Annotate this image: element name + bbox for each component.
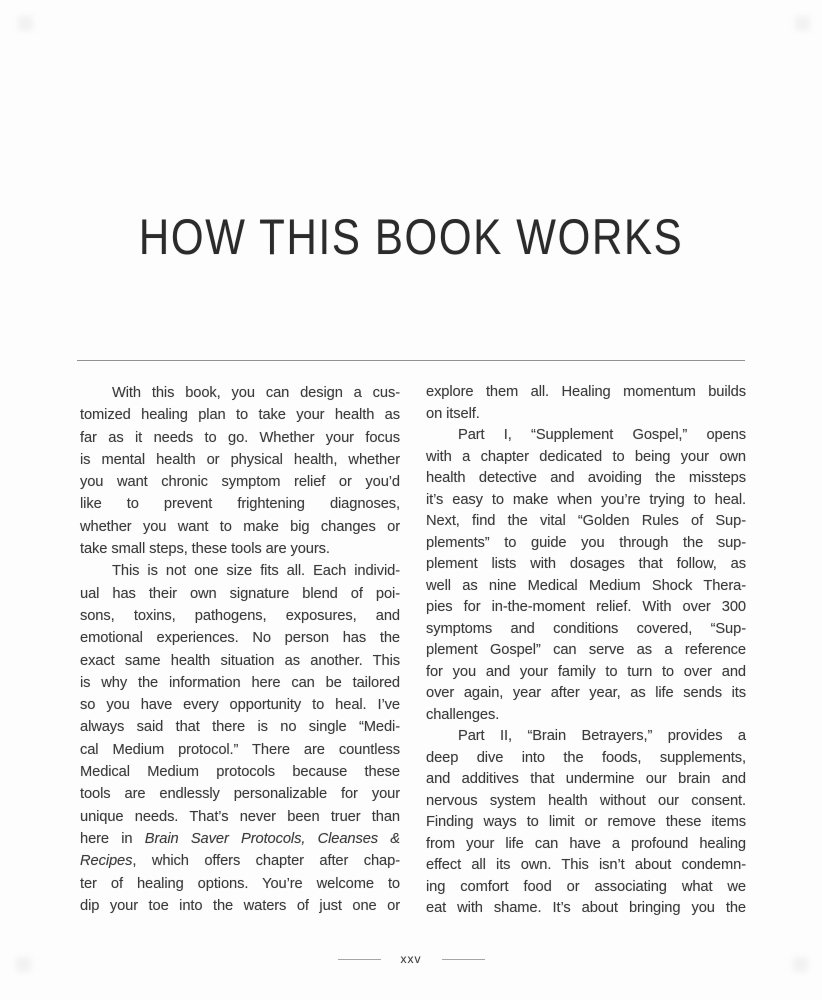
right-column — [426, 382, 746, 920]
text-line: Part II, “Brain Betrayers,” provides a — [458, 728, 746, 744]
text-line: with a chapter dedicated to being your own — [426, 448, 746, 465]
text-line: Next, find the vital “Golden Rules of Sup- — [426, 513, 746, 529]
paragraph — [80, 560, 400, 917]
text-line: so you have every opportunity to heal. I’ve — [80, 697, 400, 714]
text-line: effect all its own. This isn’t about condemn- — [426, 857, 746, 873]
text-line: tomized healing plan to take your health as — [80, 407, 400, 424]
text-line: whether you want to make big changes or — [80, 518, 400, 535]
text-line: like to prevent frightening diagnoses, — [80, 496, 400, 513]
text-line: challenges. — [426, 706, 500, 723]
paragraph — [426, 425, 746, 726]
text-line: you want chronic symptom relief or you’d — [80, 474, 400, 491]
chapter-title-text: HOW THIS BOOK WORKS — [138, 209, 684, 265]
text-line: eat with shame. It’s about bringing you the — [426, 900, 746, 916]
text-line: plement lists with dosages that follow, as — [426, 556, 746, 572]
text-line: dip your toe into the waters of just one or — [80, 897, 400, 914]
text-line: ter of healing options. You’re welcome to — [80, 875, 400, 892]
scan-corner-mark — [18, 16, 33, 31]
page-number: xxv — [400, 952, 422, 966]
text-line: sons, toxins, pathogens, exposures, and — [80, 607, 400, 624]
text-line: emotional experiences. No person has the — [80, 630, 400, 647]
text-columns — [80, 382, 746, 920]
text-line: health detective and avoiding the missteps — [426, 470, 746, 486]
text-line: on itself. — [426, 405, 480, 422]
text-line: This is not one size fits all. Each individ- — [112, 563, 400, 580]
text-line: here in Brain Saver Protocols, Cleanses & — [80, 830, 400, 847]
text-line: unique needs. That’s never been truer than — [80, 808, 400, 825]
paragraph — [426, 726, 746, 920]
text-line: far as it needs to go. Whether your focus — [80, 429, 400, 446]
text-line: Part I, “Supplement Gospel,” opens — [458, 427, 746, 443]
text-line: is mental health or physical health, whether — [80, 451, 400, 468]
text-line: ual has their own signature blend of poi- — [80, 585, 400, 602]
text-line: ing comfort food or associating what we — [426, 878, 746, 895]
text-line: Finding ways to limit or remove these items — [426, 814, 746, 830]
text-line: and additives that undermine our brain and — [426, 771, 746, 787]
text-line: cal Medium protocol.” There are countless — [80, 741, 400, 758]
text-line: exact same health situation as another. This — [80, 652, 400, 669]
paragraph — [426, 382, 746, 425]
footer-rule-right — [442, 959, 485, 960]
left-column — [80, 382, 400, 920]
text-line: pies for in-the-moment relief. With over 300 — [426, 599, 746, 615]
text-line: plement Gospel” can serve as a reference — [426, 642, 746, 658]
text-line: for you and your family to turn to over and — [426, 663, 746, 680]
text-line: nervous system health without our consent. — [426, 792, 746, 809]
header-divider — [77, 360, 745, 361]
text-line: deep dive into the foods, supplements, — [426, 749, 746, 766]
text-line: tools are endlessly personalizable for your — [80, 786, 400, 803]
text-line: over again, year after year, as life sends its — [426, 685, 746, 701]
scan-corner-mark — [795, 16, 810, 31]
page-footer — [0, 952, 822, 966]
footer-rule-left — [338, 959, 381, 960]
text-line: With this book, you can design a cus- — [112, 385, 400, 401]
text-line: plements” to guide you through the sup- — [426, 534, 746, 551]
text-line: always said that there is no single “Medi- — [80, 719, 400, 736]
text-line: Recipes, which offers chapter after chap- — [80, 853, 400, 870]
text-line: it’s easy to make when you’re trying to heal. — [426, 491, 746, 508]
text-line: take small steps, these tools are yours. — [80, 541, 330, 558]
text-line: Medical Medium protocols because these — [80, 764, 400, 781]
chapter-title — [0, 208, 822, 266]
text-line: is why the information here can be tailored — [80, 674, 400, 691]
text-line: explore them all. Healing momentum builds — [426, 384, 746, 400]
paragraph — [80, 382, 400, 560]
text-line: from your life can have a profound healing — [426, 835, 746, 852]
text-line: symptoms and conditions covered, “Sup- — [426, 620, 746, 637]
text-line: well as nine Medical Medium Shock Thera- — [426, 577, 746, 594]
